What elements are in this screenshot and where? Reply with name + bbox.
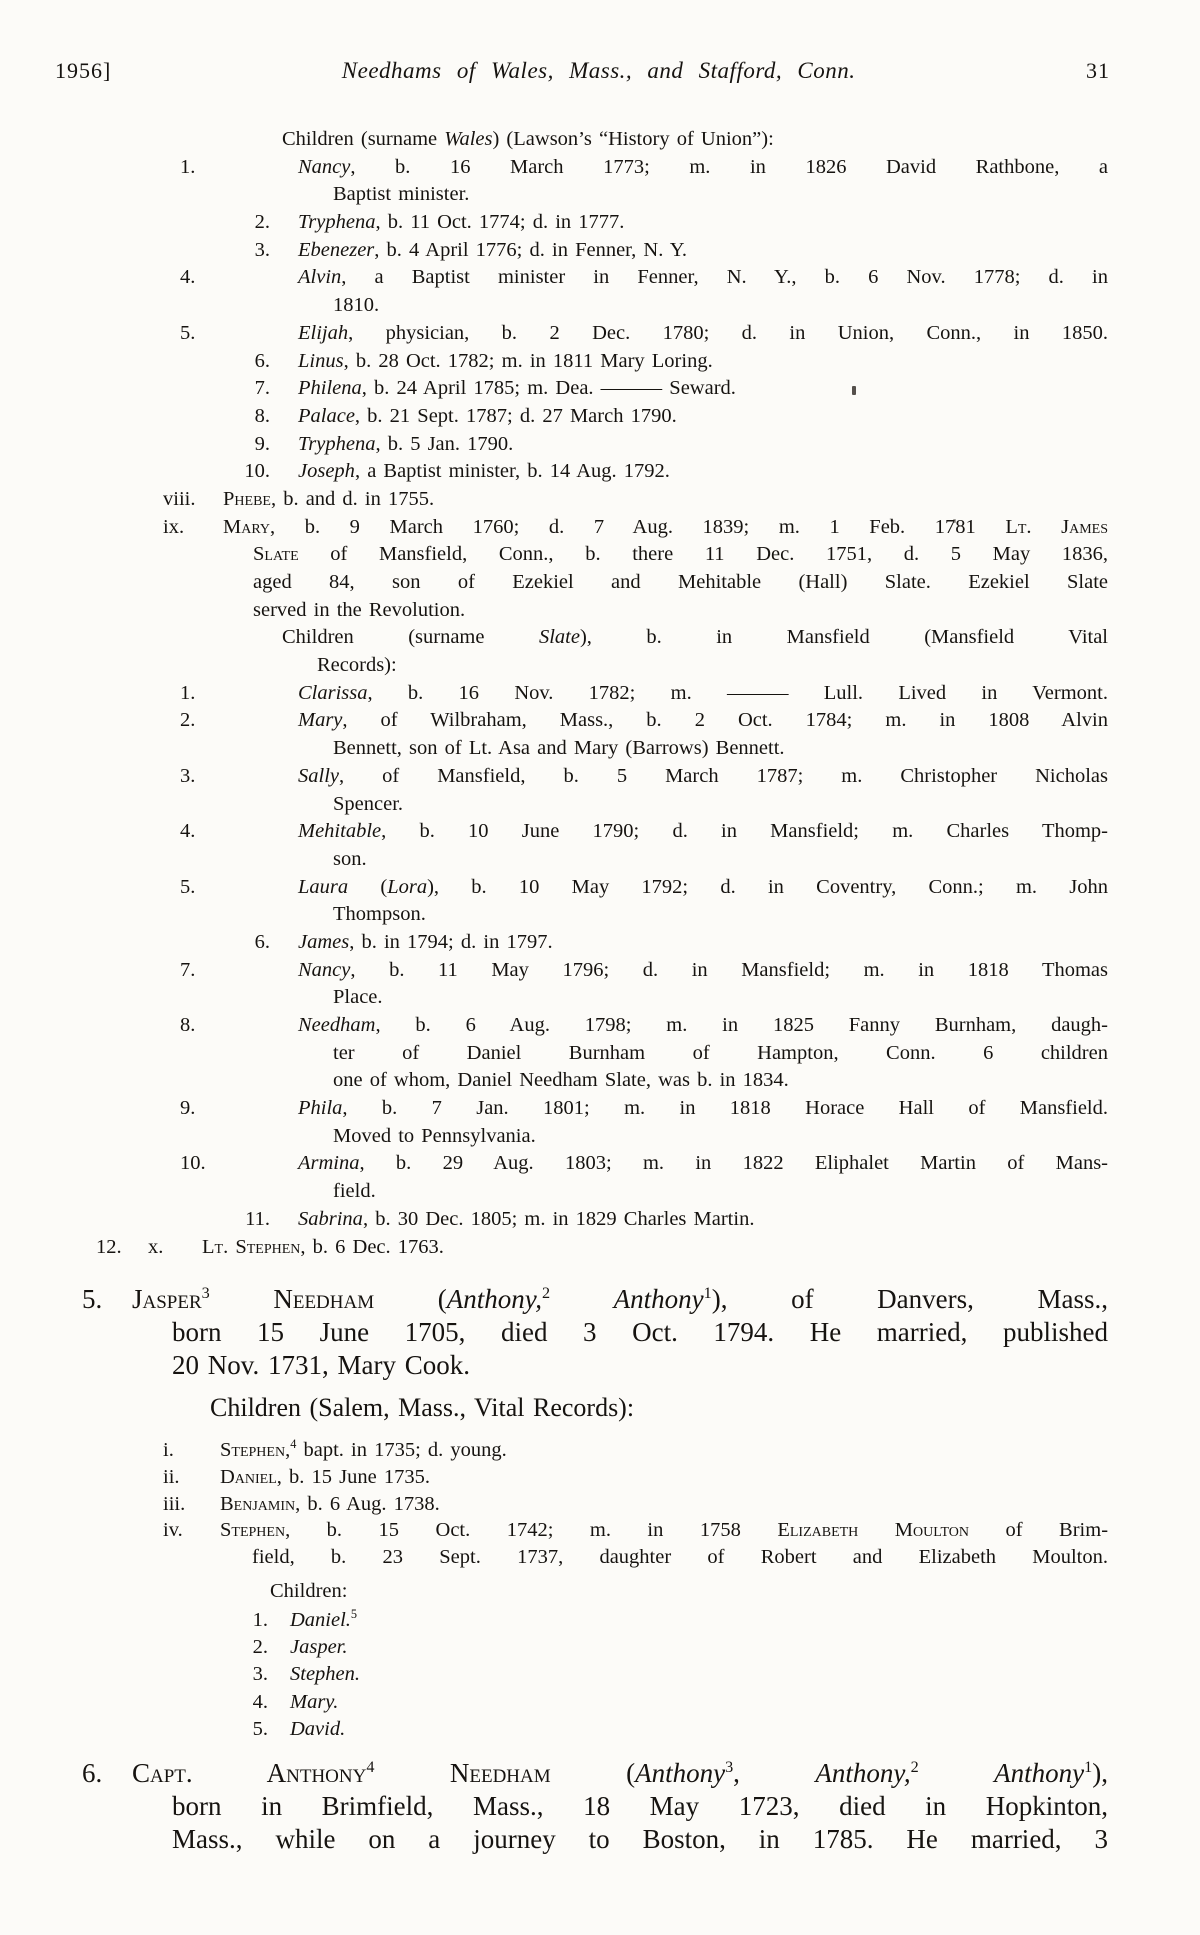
text-segment: Alvin	[298, 266, 342, 289]
text-segment: Tryphena	[298, 432, 376, 455]
text-segment: 1	[703, 1284, 712, 1302]
text-segment: of Mansfield, Conn., b. there 11 Dec. 1751, d. 5 May 1836,	[298, 543, 1108, 566]
text-segment: , b. and d. in 1755.	[270, 487, 435, 510]
text-line	[180, 320, 1108, 348]
text-line	[254, 237, 1108, 265]
text-segment: Anthony	[635, 1758, 726, 1788]
item-label: 4.	[252, 1690, 268, 1713]
text-line	[333, 1178, 1108, 1206]
text-segment: Spencer.	[333, 792, 404, 815]
text-segment: ), b. 10 May 1792; d. in Coventry, Conn.; m. John	[427, 875, 1108, 898]
text-line	[180, 1150, 1108, 1178]
text-segment: Jasper	[132, 1284, 202, 1314]
text-segment: James	[298, 930, 350, 953]
text-segment: (	[348, 875, 388, 898]
text-segment: , a Baptist minister in Fenner, N. Y., b. 6 Nov. 1778; d. in	[341, 266, 1108, 289]
text-line	[253, 569, 1108, 597]
text-line	[180, 763, 1108, 791]
text-line	[252, 1607, 1108, 1634]
item-label: 7.	[254, 377, 270, 400]
item-label: ix.	[163, 515, 185, 538]
text-segment: ),	[1092, 1758, 1108, 1788]
text-segment: Sabrina	[298, 1207, 363, 1230]
text-segment: Children:	[270, 1580, 348, 1602]
text-segment: Anthony,	[446, 1284, 542, 1314]
page-title: Needhams of Wales, Mass., and Stafford, Conn.	[341, 58, 856, 83]
text-segment: Anthony	[613, 1284, 704, 1314]
text-line	[282, 126, 1108, 154]
text-line	[180, 818, 1108, 846]
page-header	[55, 56, 1110, 86]
text-segment: ), b. in Mansfield (Mansfield Vital	[579, 626, 1109, 649]
item-label: 2.	[180, 709, 196, 732]
item-label: i.	[163, 1439, 174, 1461]
text-line	[253, 597, 1108, 625]
text-line	[252, 1634, 1108, 1661]
text-segment: , b. 15 June 1735.	[276, 1465, 430, 1488]
text-line	[333, 791, 1108, 819]
text-segment: bapt. in 1735; d. young.	[296, 1439, 507, 1461]
text-line	[270, 1578, 1108, 1605]
item-label: x.	[148, 1235, 164, 1258]
text-segment: , b. in 1794; d. in 1797.	[349, 930, 553, 953]
text-line	[180, 264, 1108, 292]
text-segment: , b. 11 May 1796; d. in Mansfield; m. in 1818 Thomas	[350, 958, 1108, 981]
text-segment: 3	[201, 1284, 210, 1302]
text-segment: ,	[733, 1758, 816, 1788]
text-line	[245, 1206, 1108, 1234]
item-label: 10.	[244, 460, 270, 483]
item-label: 12.	[96, 1235, 122, 1258]
text-segment: Tryphena	[298, 211, 376, 234]
text-segment: Linus	[298, 349, 344, 372]
text-segment	[550, 1284, 614, 1314]
item-label: 3.	[180, 764, 196, 787]
text-segment: Slate	[253, 543, 299, 566]
text-segment: born in Brimfield, Mass., 18 May 1723, died in Hopkinton,	[172, 1791, 1108, 1821]
text-line	[180, 680, 1108, 708]
text-line	[163, 1437, 1108, 1464]
text-segment: Mary.	[290, 1690, 339, 1713]
text-segment: , b. 11 Oct. 1774; d. in 1777.	[375, 211, 625, 234]
text-segment: Nancy	[298, 958, 351, 981]
text-segment: Laura	[298, 875, 349, 898]
text-segment: Anthony	[994, 1758, 1085, 1788]
text-line	[254, 375, 1108, 403]
text-line	[333, 846, 1108, 874]
item-label: ii.	[163, 1465, 180, 1488]
text-line	[254, 403, 1108, 431]
stephen-children-list	[0, 1607, 1200, 1743]
text-line	[333, 1067, 1108, 1095]
item-label: 9.	[180, 1097, 196, 1120]
text-line	[253, 541, 1108, 569]
text-segment: Stephen.	[290, 1663, 361, 1686]
item-label: 8.	[180, 1014, 196, 1036]
text-segment: Mass., while on a journey to Boston, in 1785. He married, 3	[172, 1824, 1108, 1854]
text-segment: one of whom, Daniel Needham Slate, was b. in 1834.	[333, 1069, 789, 1092]
text-line	[254, 431, 1108, 459]
text-segment: Mary	[223, 515, 271, 538]
text-segment: served in the Revolution.	[253, 598, 466, 621]
text-segment: Elizabeth Moulton	[777, 1519, 970, 1542]
item-label: 6.	[254, 930, 270, 953]
text-segment: Needham	[374, 1758, 551, 1788]
item-label: 3.	[254, 238, 270, 261]
text-line	[210, 1392, 1108, 1424]
item-label: 1.	[252, 1609, 268, 1631]
text-segment: , b. 6 Dec. 1763.	[300, 1235, 444, 1258]
text-segment: , b. 10 June 1790; d. in Mansfield; m. Charles Thomp-	[381, 820, 1108, 843]
text-segment: Jasper.	[290, 1636, 348, 1659]
text-segment: Palace	[298, 404, 355, 427]
text-segment: Moved to Pennsylvania.	[333, 1124, 536, 1147]
text-segment: , b. 21 Sept. 1787; d. 27 March 1790.	[354, 404, 677, 427]
text-line	[96, 1234, 1108, 1262]
text-segment: , of Mansfield, b. 5 March 1787; m. Christopher Nicholas	[339, 764, 1108, 787]
text-segment: Phila	[298, 1097, 343, 1120]
text-line	[180, 707, 1108, 735]
text-segment	[919, 1758, 994, 1788]
text-segment: , b. 29 Aug. 1803; m. in 1822 Eliphalet Martin of Mans-	[359, 1152, 1108, 1175]
text-line	[333, 1123, 1108, 1151]
item-label: 5.	[82, 1284, 103, 1314]
text-segment: David.	[290, 1717, 346, 1740]
page-year: 1956]	[55, 58, 112, 83]
text-line	[82, 1757, 1108, 1790]
text-line	[317, 652, 1108, 680]
text-line	[244, 458, 1108, 486]
text-segment: Daniel	[220, 1465, 277, 1488]
text-line	[172, 1316, 1108, 1349]
item-label: 11.	[245, 1207, 270, 1230]
text-segment: Needham	[298, 1014, 376, 1036]
page-number: 31	[1086, 58, 1110, 83]
text-segment: Lt. Stephen	[202, 1235, 301, 1258]
item-label: 6.	[82, 1758, 103, 1788]
item-label: viii.	[163, 487, 196, 510]
text-segment: Stephen	[220, 1519, 286, 1542]
text-line	[180, 957, 1108, 985]
text-segment: 4	[366, 1758, 375, 1776]
text-segment: Joseph	[298, 460, 355, 483]
text-segment: aged 84, son of Ezekiel and Mehitable (Hall) Slate. Ezekiel Slate	[253, 571, 1108, 593]
item-label: 8.	[254, 404, 270, 427]
text-line	[282, 624, 1108, 652]
text-line	[163, 486, 1108, 514]
text-segment: Sally	[298, 764, 339, 787]
text-segment: 3	[725, 1758, 734, 1776]
text-line	[333, 984, 1108, 1012]
item-label: 5.	[180, 321, 196, 344]
text-line	[180, 1012, 1108, 1040]
text-segment: Thompson.	[333, 903, 426, 926]
text-line	[180, 874, 1108, 902]
text-segment: Children (surname	[282, 626, 539, 649]
text-segment: Benjamin	[220, 1492, 296, 1515]
wales-children-block	[0, 126, 1200, 1261]
text-segment: Wales	[444, 128, 493, 150]
text-line	[172, 1823, 1108, 1856]
text-segment: Place.	[333, 986, 383, 1009]
text-segment: , b. 6 Aug. 1738.	[295, 1492, 440, 1515]
text-segment: , b. 4 April 1776; d. in Fenner, N. Y.	[374, 238, 687, 261]
text-segment: 20 Nov. 1731, Mary Cook.	[172, 1350, 470, 1380]
text-segment: , b. 16 Nov. 1782; m. ——— Lull. Lived in Vermont.	[367, 681, 1108, 704]
text-line	[252, 1544, 1108, 1571]
text-segment: Mary	[298, 709, 343, 732]
text-line	[180, 154, 1108, 182]
text-line	[163, 1491, 1108, 1518]
text-segment: Clarissa	[298, 681, 368, 704]
item-label: iii.	[163, 1492, 186, 1515]
text-line	[82, 1283, 1108, 1316]
item-label: 1.	[180, 681, 196, 704]
jasper-children-roman	[0, 1437, 1200, 1571]
text-segment: field.	[333, 1180, 376, 1203]
family-5-jasper	[0, 1283, 1200, 1382]
text-segment: Lora	[387, 875, 428, 898]
text-segment: 2	[910, 1758, 919, 1776]
item-label: 3.	[252, 1663, 268, 1686]
text-segment: Daniel.	[290, 1609, 351, 1631]
text-line	[254, 209, 1108, 237]
text-segment: 1	[1084, 1758, 1093, 1776]
text-segment: Armina	[298, 1152, 360, 1175]
text-segment: ), of Danvers, Mass.,	[711, 1284, 1108, 1314]
text-segment: Nancy	[298, 155, 351, 178]
item-label: 6.	[254, 349, 270, 372]
text-line	[333, 181, 1108, 209]
text-segment: , b. 24 April 1785; m. Dea. ——— Seward.	[361, 377, 736, 400]
text-line	[254, 929, 1108, 957]
text-line	[333, 901, 1108, 929]
text-line	[254, 348, 1108, 376]
text-line	[252, 1661, 1108, 1688]
text-segment: Philena	[298, 377, 362, 400]
text-line	[333, 1040, 1108, 1068]
text-line	[163, 514, 1108, 542]
text-segment: 5	[350, 1607, 358, 1622]
text-line	[180, 1095, 1108, 1123]
item-label: 4.	[180, 266, 196, 289]
text-segment: , b. 9 March 1760; d. 7 Aug. 1839; m. 1 Feb. 1781	[270, 515, 1006, 538]
item-label: 7.	[180, 958, 196, 981]
scan-speck	[852, 386, 856, 395]
item-label: iv.	[163, 1519, 183, 1542]
text-segment: Ebenezer	[298, 238, 375, 261]
salem-children-header	[0, 1392, 1200, 1424]
text-segment: ) (Lawson’s “History of Union”):	[492, 128, 774, 150]
item-label: 5.	[180, 875, 196, 898]
text-segment: , of Wilbraham, Mass., b. 2 Oct. 1784; m. in 1808 Alvin	[342, 709, 1108, 732]
text-segment: , b. 16 March 1773; m. in 1826 David Rathbone, a	[350, 155, 1108, 178]
item-label: 2.	[254, 211, 270, 234]
text-segment: , physician, b. 2 Dec. 1780; d. in Union, Conn., in 1850.	[348, 321, 1108, 344]
text-line	[252, 1689, 1108, 1716]
text-segment: , b. 15 Oct. 1742; m. in 1758	[285, 1519, 778, 1542]
item-label: 9.	[254, 432, 270, 455]
item-label: 4.	[180, 820, 196, 843]
text-segment: , b. 28 Oct. 1782; m. in 1811 Mary Loring.	[343, 349, 713, 372]
text-line	[333, 735, 1108, 763]
text-segment: Elijah	[298, 321, 349, 344]
text-line	[163, 1464, 1108, 1491]
text-segment: 2	[541, 1284, 551, 1302]
text-segment: Baptist minister.	[333, 183, 470, 206]
text-segment: Mehitable	[298, 820, 382, 843]
text-segment: ter of Daniel Burnham of Hampton, Conn. 6 children	[333, 1041, 1108, 1064]
item-label: 2.	[252, 1636, 268, 1659]
family-6-anthony	[0, 1757, 1200, 1856]
text-segment: born 15 June 1705, died 3 Oct. 1794. He married, published	[172, 1317, 1108, 1347]
item-label: 5.	[252, 1717, 268, 1740]
text-segment: son.	[333, 847, 367, 870]
text-segment: Stephen,	[220, 1439, 291, 1461]
text-line	[163, 1517, 1109, 1544]
text-segment: Needham	[209, 1284, 375, 1314]
text-line	[172, 1349, 1108, 1382]
stephen-children-label	[0, 1578, 1200, 1605]
text-segment: Capt. Anthony	[132, 1758, 367, 1788]
item-label: 1.	[180, 155, 196, 178]
item-label: 10.	[180, 1152, 206, 1175]
text-segment: Bennett, son of Lt. Asa and Mary (Barrows) Bennett.	[333, 737, 785, 760]
text-segment: Slate	[538, 626, 580, 649]
text-segment: Records):	[317, 654, 397, 677]
text-segment: 4	[290, 1437, 297, 1452]
text-line	[172, 1790, 1108, 1823]
text-segment: 1810.	[333, 294, 380, 317]
text-segment: , b. 6 Aug. 1798; m. in 1825 Fanny Burnham, daugh-	[375, 1014, 1108, 1036]
text-segment: , a Baptist minister, b. 14 Aug. 1792.	[354, 460, 670, 483]
text-segment: , b. 30 Dec. 1805; m. in 1829 Charles Martin.	[362, 1207, 755, 1230]
text-segment: Children (Salem, Mass., Vital Records):	[210, 1393, 635, 1422]
text-line	[252, 1716, 1108, 1743]
text-segment: Phebe	[223, 487, 271, 510]
scan-speck	[953, 519, 956, 523]
text-segment: of Brim-	[969, 1519, 1109, 1542]
text-segment: (	[374, 1284, 447, 1314]
text-segment: field, b. 23 Sept. 1737, daughter of Robert and Elizabeth Moulton.	[252, 1546, 1108, 1569]
text-segment: Lt. James	[1005, 515, 1108, 538]
text-segment: Anthony,	[815, 1758, 911, 1788]
text-segment: , b. 5 Jan. 1790.	[375, 432, 514, 455]
text-segment: , b. 7 Jan. 1801; m. in 1818 Horace Hall of Mansfield.	[342, 1097, 1108, 1120]
text-line	[333, 292, 1108, 320]
text-segment: Children (surname	[282, 128, 445, 150]
text-segment: (	[550, 1758, 636, 1788]
